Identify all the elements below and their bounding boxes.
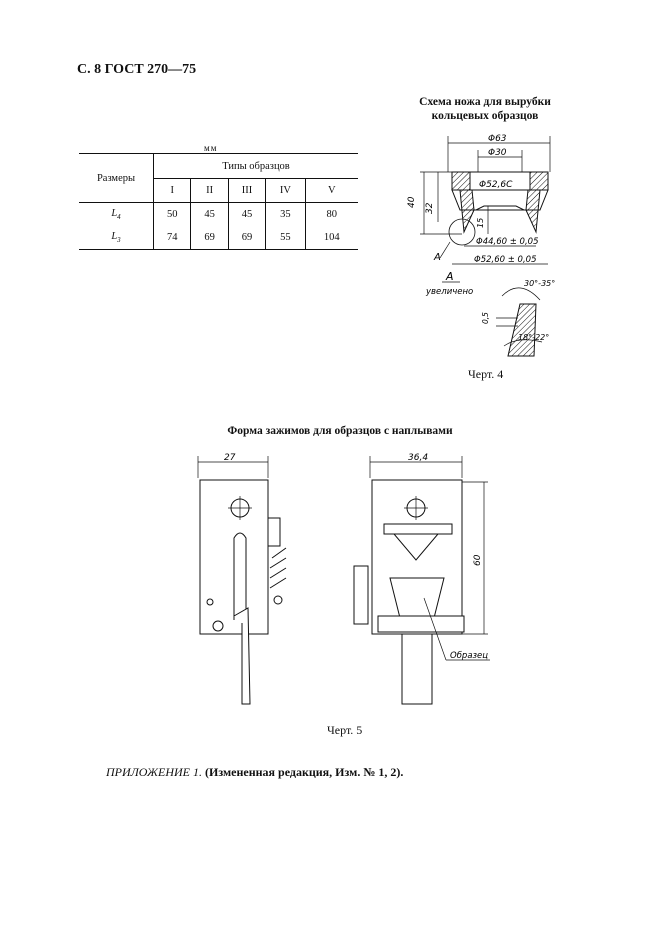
table-row <box>79 203 358 227</box>
cell: 104 <box>323 232 340 243</box>
col-header: III <box>228 179 265 203</box>
sizes-table <box>79 153 358 250</box>
group-header: Типы образцов <box>154 154 359 179</box>
dim-h40: 40 <box>407 196 417 208</box>
figure5-label: Черт. 5 <box>327 723 363 737</box>
cell: 69 <box>191 226 228 250</box>
dim-h15: 15 <box>476 217 485 228</box>
dim-27: 27 <box>224 453 236 463</box>
dim-60: 60 <box>473 554 483 566</box>
cell: 80 <box>326 209 338 220</box>
table-unit: мм <box>204 143 218 153</box>
cell: 45 <box>228 203 265 227</box>
row-header: Размеры <box>79 154 154 203</box>
col-header: IV <box>266 179 305 203</box>
dim-d52-6: Φ52,6C <box>479 180 513 190</box>
cell: 35 <box>266 203 305 227</box>
row-label: $L_3$ <box>79 226 154 250</box>
clamp-drawing <box>188 448 498 713</box>
view-a-title: A <box>446 270 454 283</box>
col-header: II <box>191 179 228 203</box>
specimen-label: Образец <box>450 651 489 661</box>
cell: 55 <box>266 226 305 250</box>
dim-d63: Φ63 <box>488 134 507 144</box>
cell: 45 <box>191 203 228 227</box>
cell: 74 <box>154 226 191 250</box>
col-header: V <box>327 185 336 196</box>
knife-drawing <box>400 128 580 368</box>
view-a-leader: A <box>434 252 441 263</box>
page-header: С. 8 ГОСТ 270—75 <box>77 62 197 77</box>
dim-d52: Φ52,60 ± 0,05 <box>474 255 537 265</box>
figure4-caption: Схема ножа для вырубки кольцевых образцов <box>419 96 551 122</box>
col-header: I <box>154 179 191 203</box>
view-a-enlarged: увеличено <box>426 287 474 297</box>
dim-d30: Φ30 <box>488 148 507 158</box>
figure5-caption: Форма зажимов для образцов с наплывами <box>227 425 453 437</box>
appendix-note: ПРИЛОЖЕНИЕ 1. (Измененная редакция, Изм. № 1, 2). <box>106 765 404 779</box>
dim-h32: 32 <box>425 202 435 214</box>
dim-36-4: 36,4 <box>408 453 429 463</box>
angle-18-22: 18°-22° <box>518 333 550 342</box>
row-label: $L_4$ <box>79 203 154 227</box>
cell: 69 <box>228 226 265 250</box>
figure4-label: Черт. 4 <box>468 367 504 381</box>
edge-0-5: 0,5 <box>481 312 490 324</box>
cell: 50 <box>154 203 191 227</box>
angle-30-35: 30°-35° <box>524 279 556 288</box>
dim-d44: Φ44,60 ± 0,05 <box>476 237 539 247</box>
table-row <box>79 226 358 250</box>
